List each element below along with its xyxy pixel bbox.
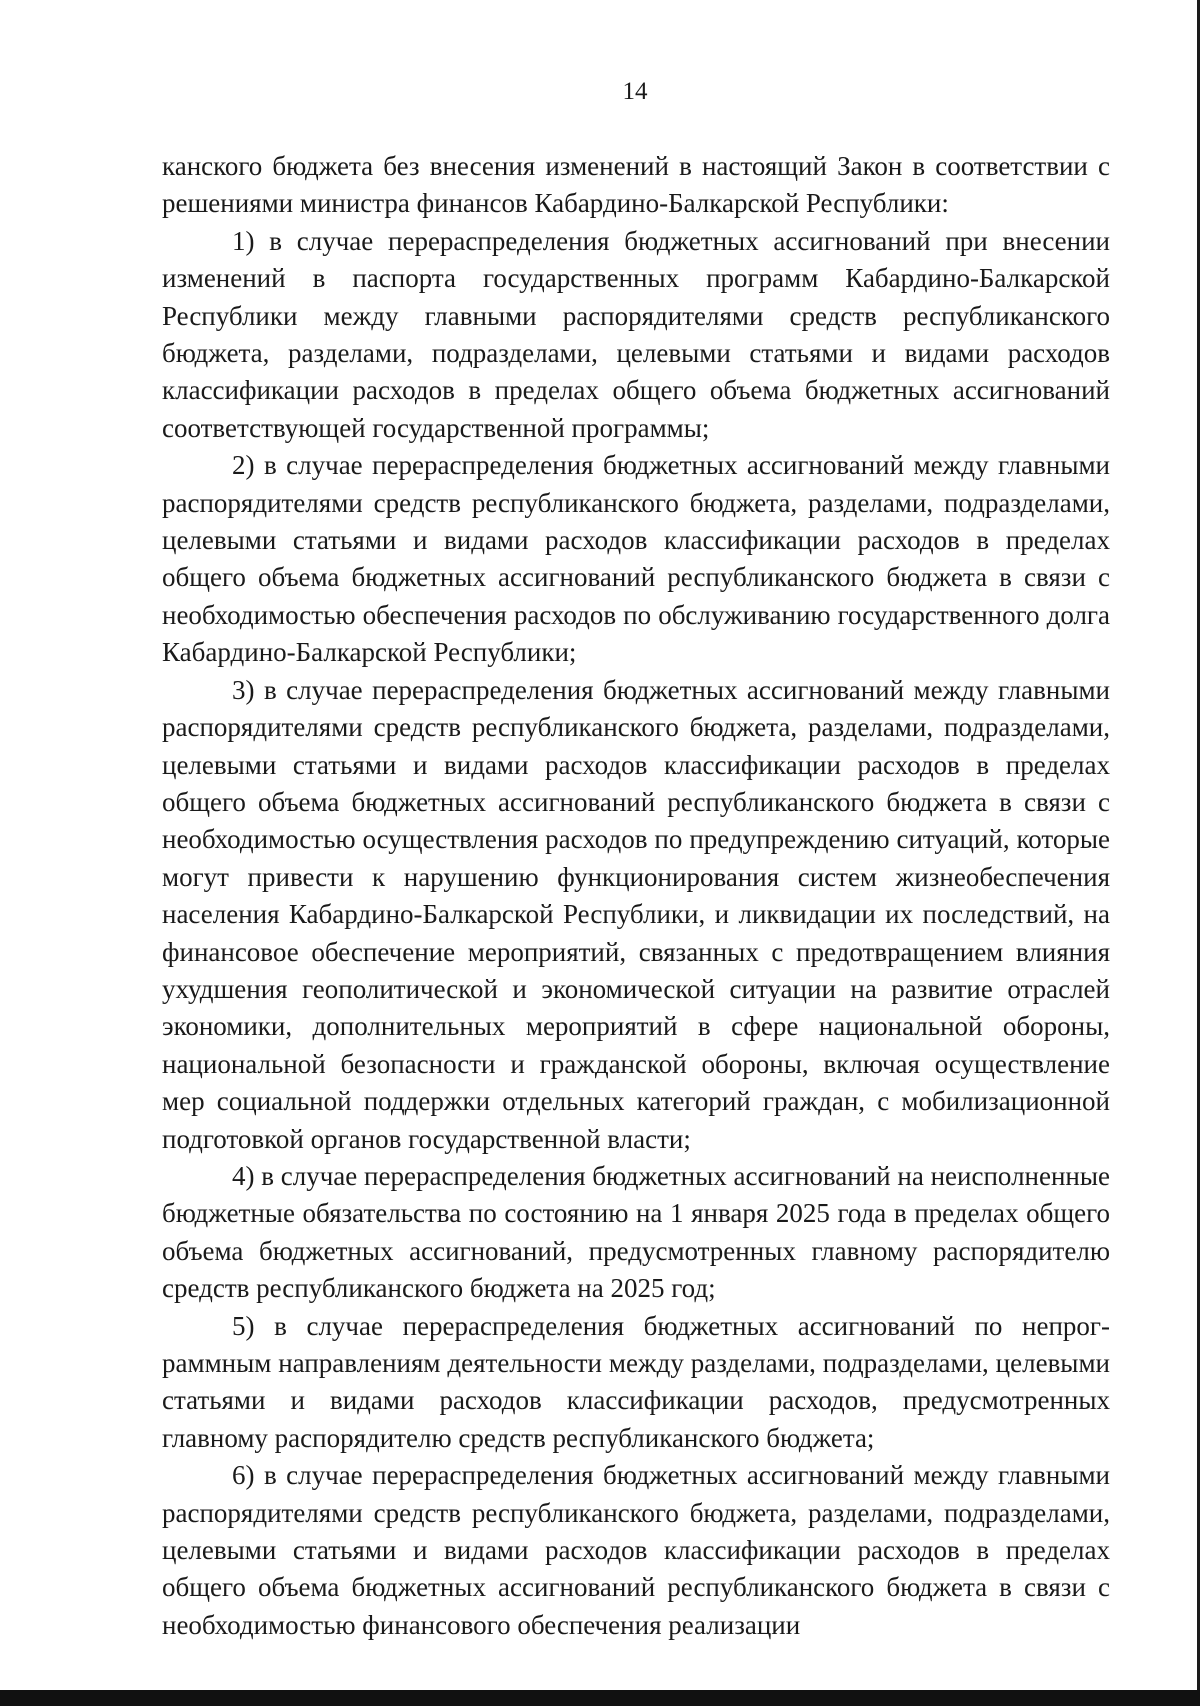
paragraph-item-5: 5) в случае перераспределения бюджетных ассигнований по непрограммным направлениям деятельности между разделами, подразделами, целевыми статьями и видами расходов классификации расходов, предусмотренных главному распорядителю средств республиканского бюджета; xyxy=(162,1310,1110,1453)
paragraph-item-3: 3) в случае перераспределения бюджетных ассигнований между главными распорядителями средств республиканского бюджета, разделами, подразделами, целевыми статьями и видами расходов классификации расходов в пределах общего объема бюджетных ассигнований республиканского бюджета в связи с необходимостью осуществления расходов по предупреждению ситуаций, которые могут привести к нарушению функционирования систем жизнеобеспечения населения Кабардино-Балкарской Республики, и ликвидации их последствий, на финансовое обеспечение мероприятий, связанных с предотвращением влияния ухудшения геополитической и экономической ситуации на развитие отраслей экономики, дополнительных мероприятий в сфере национальной обороны, национальной безопасности и гражданской обороны, включая осуществление мер социальной поддержки отдельных категорий граждан, с мобилизационной подготовкой органов государственной власти; xyxy=(162,674,1110,1154)
paragraph-item-4: 4) в случае перераспределения бюджетных ассигнований на неисполненные бюджетные обязательства по состоянию на 1 января 2025 года в пределах общего объема бюджетных ассигнований, предусмотренных главному распорядителю средств республиканского бюджета на 2025 год; xyxy=(162,1160,1110,1304)
document-body xyxy=(162,148,1110,1644)
paragraph-item-2: 2) в случае перераспределения бюджетных ассигнований между главными распорядителями средств республиканского бюджета, разделами, подразделами, целевыми статьями и видами расходов классификации расходов в пределах общего объема бюджетных ассигнований республиканского бюджета в связи с необходимостью обеспечения расходов по обслуживанию государственного долга Кабардино-Балкарской Республики; xyxy=(162,450,1110,668)
paragraph-item-6: 6) в случае перераспределения бюджетных ассигнований между главными распорядителями средств республиканского бюджета, разделами, подразделами, целевыми статьями и видами расходов классификации расходов в пределах общего объема бюджетных ассигнований республиканского бюджета в связи с необходимостью финансового обеспечения реализации xyxy=(162,1460,1110,1640)
paragraph-item-1: 1) в случае перераспределения бюджетных ассигнований при внесении изменений в паспорта государственных программ Кабардино-Балкарской Республики между главными распорядителями средств республиканского бюджета, разделами, подразделами, целевыми статьями и видами расходов классификации расходов в пределах общего объема бюджетных ассигнований соответствующей государственной программы; xyxy=(162,225,1110,443)
paragraph-continuation: канского бюджета без внесения изменений в настоящий Закон в соответствии с решениями министра финансов Кабардино-Балкарской Республики: xyxy=(162,151,1110,219)
scan-bottom-edge xyxy=(0,1690,1200,1706)
page-number: 14 xyxy=(622,78,648,105)
